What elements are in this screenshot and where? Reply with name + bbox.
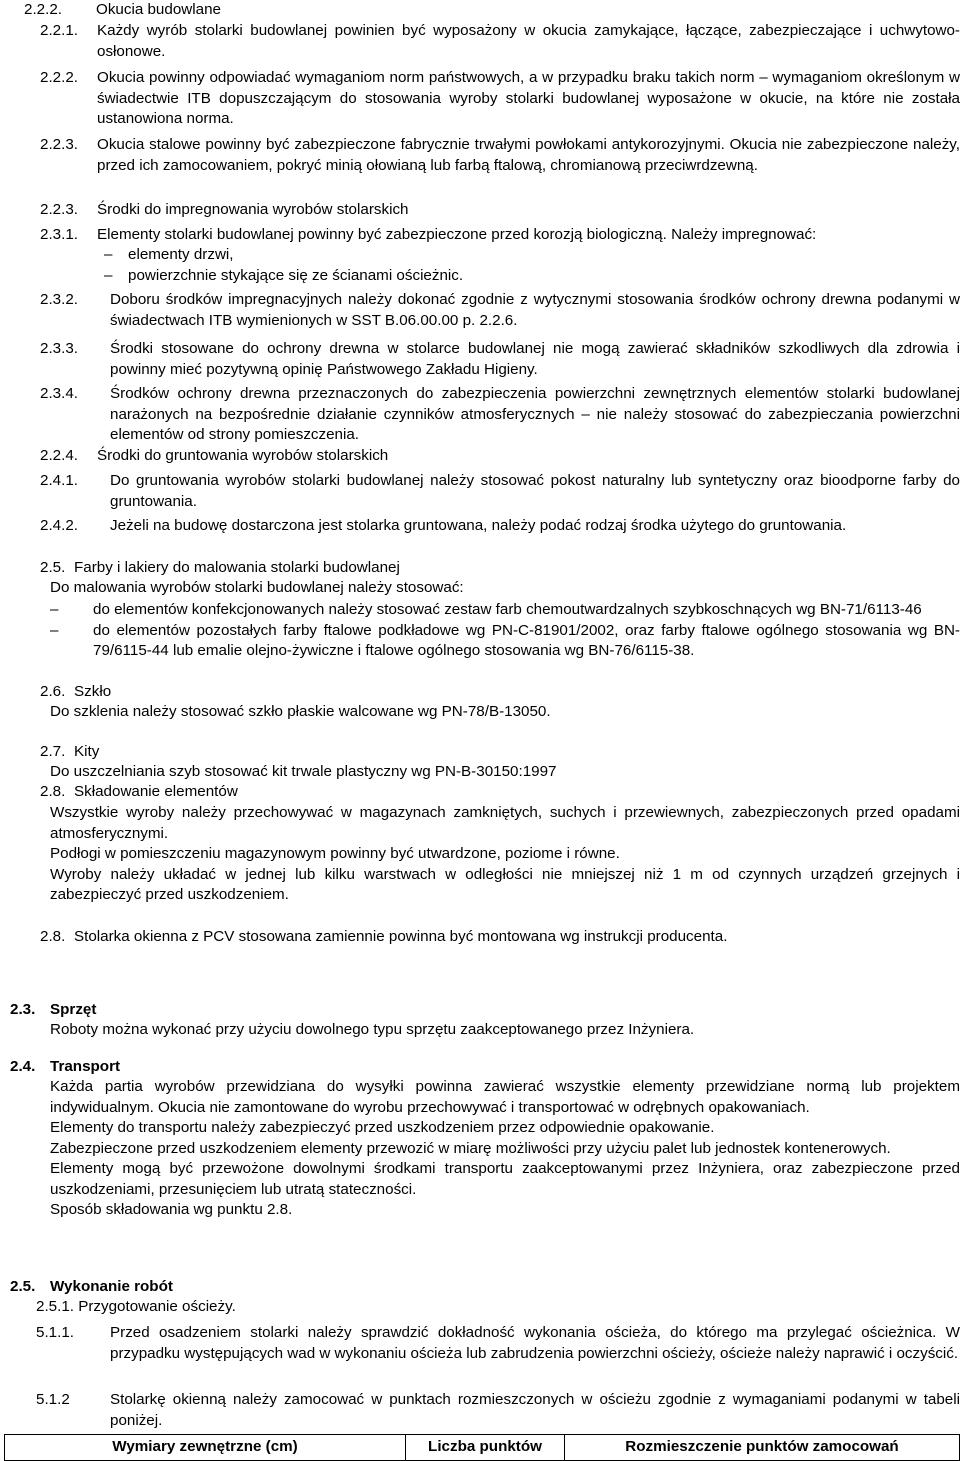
list-item-text: powierzchnie stykające się ze ścianami ościeżnic.	[128, 266, 464, 284]
list-item	[104, 266, 960, 287]
paragraph-text: Zabezpieczone przed uszkodzeniem elementy przewozić w miarę możliwości przy użyciu palet lub jednostek kontenerowych.	[50, 1139, 891, 1157]
paragraph-2-3-3	[40, 339, 960, 380]
paragraph-number: 2.4.2.	[40, 517, 78, 534]
section-number: 2.2.4.	[40, 447, 78, 464]
paragraph-number: 2.3.2.	[40, 291, 78, 308]
section-title: Okucia budowlane	[96, 1, 221, 18]
section-title: Transport	[50, 1058, 121, 1075]
paragraph-number: 2.8.	[40, 928, 66, 945]
paragraph-number: 2.2.2.	[40, 69, 78, 86]
paragraph-text: Podłogi w pomieszczeniu magazynowym powinny być utwardzone, poziome i równe.	[50, 845, 620, 862]
section-number: 2.4.	[10, 1058, 36, 1075]
dash-bullet: –	[104, 266, 113, 284]
paragraph-number: 2.2.3.	[40, 136, 78, 153]
paragraph-2-2-2	[40, 68, 960, 130]
section-title: Wykonanie robót	[50, 1278, 173, 1295]
section-number: 2.5.	[10, 1278, 36, 1295]
list-item-text: do elementów pozostałych farby ftalowe podkładowe wg PN-C-81901/2002, oraz farby ftalowe ogólnego stosowania wg BN-79/6115-44 lub emalie olejno-żywiczne i ftalowe ogólnego stosowania wg BN-76/6115-38.	[93, 621, 960, 659]
paragraph-2-2-1	[40, 21, 960, 62]
heading-szklo	[40, 682, 960, 703]
paragraph-text: Do uszczelniania szyb stosować kit trwale plastyczny wg PN-B-30150:1997	[50, 763, 557, 780]
farby-list	[50, 600, 960, 662]
section-title: Sprzęt	[50, 1001, 97, 1018]
paragraph-5-1-1	[36, 1323, 960, 1364]
section-title: Środki do impregnowania wyrobów stolarskich	[97, 201, 409, 218]
section-number: 2.2.3.	[40, 201, 78, 218]
heading-wykonanie	[10, 1277, 960, 1298]
section-number: 2.3.	[10, 1001, 36, 1018]
list-item	[50, 621, 960, 662]
paragraph-number: 5.1.2	[36, 1391, 70, 1408]
section-title: Farby i lakiery do malowania stolarki budowlanej	[74, 559, 400, 576]
paragraph-number: 2.2.1.	[40, 22, 78, 39]
heading-sprzet	[10, 1000, 960, 1021]
intro-text: Do malowania wyrobów stolarki budowlanej należy stosować:	[50, 579, 464, 596]
paragraph-text: Do szklenia należy stosować szkło płaskie walcowane wg PN-78/B-13050.	[50, 703, 551, 720]
heading-transport	[10, 1057, 960, 1078]
paragraph-2-3-4	[40, 384, 960, 446]
paragraph-2-8-pcv	[40, 927, 960, 948]
paragraph-text: Okucia stalowe powinny być zabezpieczone fabrycznie trwałymi powłokami antykorozyjnymi. Okucia nie zabezpieczone należy, przed ich zamocowaniem, pokryć minią ołowianą lub farbą ftalową, chromianową przeciwrdzewną.	[97, 136, 960, 174]
transport-text	[50, 1077, 960, 1221]
paragraph-number: 2.3.3.	[40, 340, 78, 357]
paragraph-text: Każdy wyrób stolarki budowlanej powinien być wyposażony w okucia zamykające, łączące, zabezpieczające i uchwytowo-osłonowe.	[97, 22, 960, 60]
paragraph-number: 5.1.1.	[36, 1324, 74, 1341]
kity-text	[50, 762, 960, 783]
paragraph-text: Roboty można wykonać przy użyciu dowolnego typu sprzętu zaakceptowanego przez Inżyniera.	[50, 1021, 695, 1038]
paragraph-number: 2.3.1.	[40, 226, 78, 243]
section-title: Szkło	[74, 683, 112, 700]
section-number: 2.5.	[40, 559, 66, 576]
paragraph-text: Elementy mogą być przewożone dowolnymi środkami transportu zaakceptowanymi przez Inżyniera, oraz zabezpieczone przed uszkodzeniami, przesunięciem lub utratą stateczności.	[50, 1160, 960, 1198]
paragraph-number: 2.3.4.	[40, 385, 78, 402]
table-header-cell: Wymiary zewnętrzne (cm)	[5, 1435, 406, 1461]
heading-skladowanie	[40, 782, 960, 803]
list-item-text: do elementów konfekcjonowanych należy stosować zestaw farb chemoutwardzalnych szybkoschnących wg BN-71/6113-46	[93, 601, 922, 618]
farby-intro	[50, 578, 960, 599]
paragraph-text: Sposób składowania wg punktu 2.8.	[50, 1201, 293, 1218]
list-item	[50, 600, 960, 621]
paragraph-text: Wszystkie wyroby należy przechowywać w magazynach zamkniętych, suchych i przewiewnych, zabezpieczonych przed opadami atmosferycznymi.	[50, 804, 960, 842]
heading-gruntowanie	[40, 446, 960, 467]
heading-okucia	[24, 0, 960, 21]
paragraph-text: Środki stosowane do ochrony drewna w stolarce budowlanej nie mogą zawierać składników szkodliwych dla zdrowia i powinny mieć pozytywną opinię Państwowego Zakładu Higieny.	[110, 340, 960, 378]
heading-farby	[40, 558, 960, 579]
heading-kity	[40, 742, 960, 763]
section-title: Składowanie elementów	[74, 783, 238, 800]
table-header-cell: Liczba punktów	[406, 1435, 565, 1461]
paragraph-text: Doboru środków impregnacyjnych należy dokonać zgodnie z wytycznymi stosowania środków ochrony drewna podanymi w świadectwach ITB wymienionych w SST B.06.00.00 p. 2.2.6.	[110, 291, 960, 329]
impregnation-list	[104, 245, 960, 286]
paragraph-text: Elementy stolarki budowlanej powinny być zabezpieczone przed korozją biologiczną. Należy impregnować:	[97, 226, 817, 243]
mounting-points-table	[4, 1434, 960, 1461]
paragraph-2-2-3	[40, 135, 960, 176]
paragraph-2-3-1	[40, 225, 960, 246]
paragraph-text: Wyroby należy układać w jednej lub kilku warstwach w odległości nie mniejszej niż 1 m od czynnych urządzeń grzejnych i zabezpieczyć przed uszkodzeniem.	[50, 865, 960, 903]
paragraph-text: Do gruntowania wyrobów stolarki budowlanej należy stosować pokost naturalny lub syntetyczny oraz bioodporne farby do gruntowania.	[110, 472, 960, 510]
paragraph-5-1-2	[36, 1390, 960, 1431]
table-header-row	[5, 1435, 960, 1461]
subsection-title: 2.5.1. Przygotowanie ościeży.	[36, 1298, 236, 1315]
szklo-text	[50, 702, 960, 723]
list-item	[104, 245, 960, 266]
section-title: Środki do gruntowania wyrobów stolarskich	[97, 447, 389, 464]
list-item-text: elementy drzwi,	[128, 246, 234, 263]
paragraph-2-3-2	[40, 290, 960, 331]
paragraph-text: Stolarka okienna z PCV stosowana zamiennie powinna być montowana wg instrukcji producenta.	[74, 928, 728, 945]
sprzet-text	[50, 1020, 960, 1041]
section-number: 2.2.2.	[24, 1, 62, 18]
paragraph-text: Przed osadzeniem stolarki należy sprawdzić dokładność wykonania ościeża, do którego ma przylegać ościeżnica. W przypadku występujących wad w wykonaniu ościeża lub zabrudzenia powierzchni ościeży, ościeże należy naprawić i oczyścić.	[110, 1324, 960, 1362]
skladowanie-text	[50, 803, 960, 906]
section-number: 2.6.	[40, 683, 66, 700]
paragraph-number: 2.4.1.	[40, 472, 78, 489]
dash-bullet: –	[50, 601, 59, 618]
subheading-przygotowanie	[36, 1297, 960, 1318]
paragraph-2-4-1	[40, 471, 960, 512]
paragraph-text: Okucia powinny odpowiadać wymaganiom norm państwowych, a w przypadku braku takich norm – wymaganiom określonym w świadectwie ITB dopuszczającym do stosowania wyroby stolarki budowlanej wyposażone w okucie, na które nie została ustanowiona norma.	[97, 69, 960, 127]
section-title: Kity	[74, 743, 100, 760]
dash-bullet: –	[50, 621, 59, 639]
table-header-cell: Rozmieszczenie punktów zamocowań	[565, 1435, 960, 1461]
paragraph-text: Elementy do transportu należy zabezpieczyć przed uszkodzeniem przez odpowiednie opakowanie.	[50, 1119, 715, 1136]
paragraph-text: Każda partia wyrobów przewidziana do wysyłki powinna zawierać wszystkie elementy przewidziane normą lub projektem indywidualnym. Okucia nie zamontowane do wyrobu przechowywać i transportować w odrębnych opakowaniach.	[50, 1078, 960, 1116]
paragraph-text: Jeżeli na budowę dostarczona jest stolarka gruntowana, należy podać rodzaj środka użytego do gruntowania.	[110, 517, 847, 534]
heading-impregnowanie	[40, 200, 960, 221]
paragraph-2-4-2	[40, 516, 960, 537]
paragraph-text: Środków ochrony drewna przeznaczonych do zabezpieczenia powierzchni zewnętrznych elementów stolarki budowlanej narażonych na bezpośrednie działanie czynników atmosferycznych – nie należy stosować do zabezpieczania powierzchni elementów od strony pomieszczenia.	[110, 385, 960, 443]
paragraph-text: Stolarkę okienną należy zamocować w punktach rozmieszczonych w ościeżu zgodnie z wymaganiami podanymi w tabeli poniżej.	[110, 1391, 960, 1429]
section-number: 2.7.	[40, 743, 66, 760]
section-number: 2.8.	[40, 783, 66, 800]
dash-bullet: –	[104, 246, 113, 263]
